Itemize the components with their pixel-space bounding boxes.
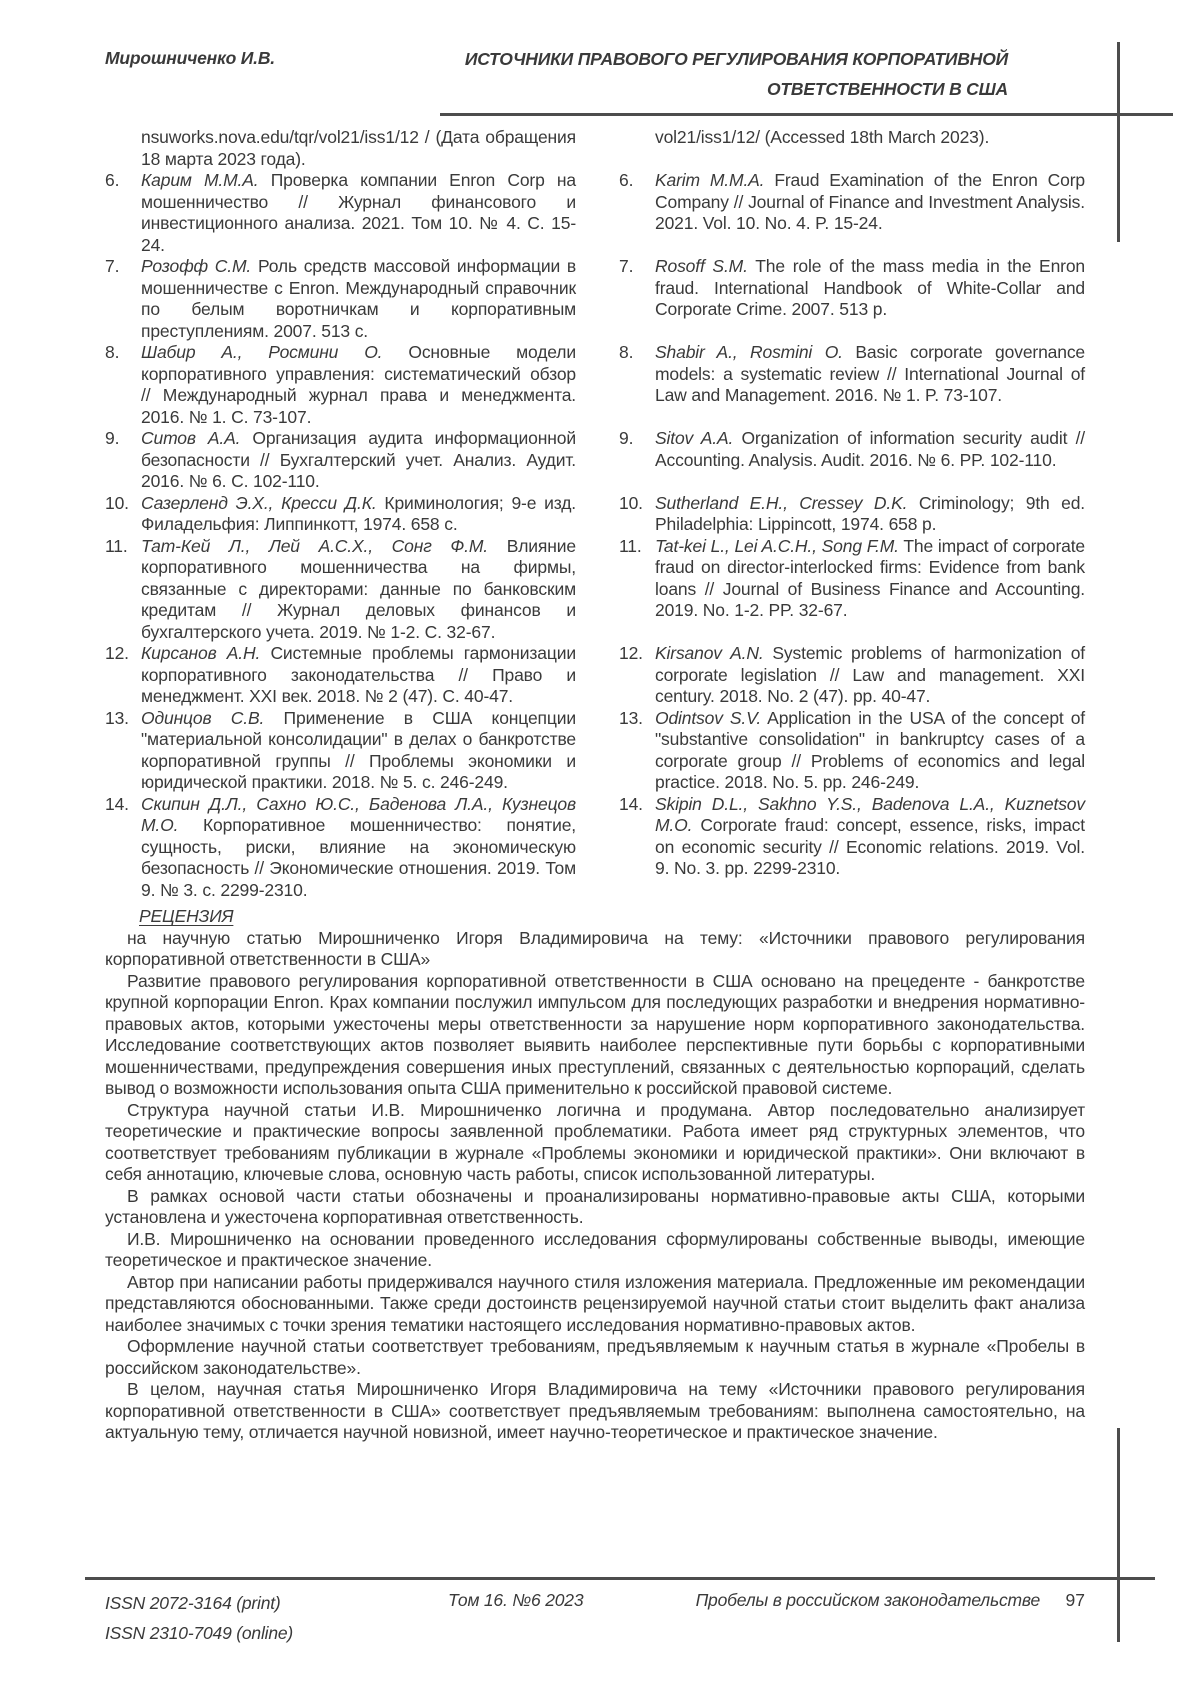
ref-number-ru: 13. (105, 707, 129, 728)
review-paragraph: В рамках основой части статьи обозначены и проанализированы нормативно-правовые акты США, которыми установлена и ужесточена корпоративная ответственность. (105, 1185, 1085, 1227)
header-title-line2: ОТВЕТСТВЕННОСТИ В США (767, 79, 1008, 99)
ref-authors-ru: Шабир А., Росмини О. (141, 342, 383, 362)
ref-entry-ru: Сазерленд Э.Х., Кресси Д.К. Криминология; 9-е изд. Филадельфия: Липпинкотт, 1974. 658 с. (141, 492, 577, 534)
ref-authors-ru: Розофф С.М. (141, 256, 252, 276)
review-paragraph: В целом, научная статья Мирошниченко Игоря Владимировича на тему «Источники правового регулирования корпоративной ответственности в США» соответствует предъявляемым требованиям: выполнена самостоятельно, на актуальную тему, отличается научной новизной, имеет научно-теоретическое и практическое значение. (105, 1379, 1085, 1442)
ref-number-en: 13. (619, 707, 643, 728)
ref-number-ru: 6. (105, 170, 120, 190)
footer-page-number: 97 (1065, 1590, 1085, 1610)
review-section (105, 906, 1085, 1444)
ref-number-en: 11. (619, 535, 642, 556)
ref-number-ru: 12. (105, 643, 129, 663)
ref-entry-ru: Шабир А., Росмини О. Основные модели корпоративного управления: систематический обзор // Международный журнал права и менеджмента. 2016. № 1. С. 73-107. (141, 342, 576, 427)
ref-authors-en: Tat-kei L., Lei A.C.H., Song F.M. (655, 535, 899, 556)
column-gutter (576, 127, 619, 170)
review-paragraph: Оформление научной статьи соответствует требованиям, предъявляемым к научным статья в журнале «Пробелы в российском законодательстве». (105, 1336, 1085, 1378)
footer-journal-title: Пробелы в российском законодательстве (695, 1590, 1040, 1610)
column-gutter (576, 536, 619, 644)
ref-number-en: 14. (619, 793, 643, 814)
ref-authors-ru: Кирсанов А.Н. (141, 643, 261, 663)
ref-authors-en: Karim M.M.A. (655, 170, 765, 190)
right-vertical-rule-top (1117, 42, 1120, 242)
ref-entry-en: Shabir A., Rosmini O. Basic corporate governance models: a systematic review // International Journal of Law and Management. 2016. № 1. P. 73-107. (655, 342, 1086, 405)
column-gutter (576, 428, 619, 493)
footer-volume: Том 16. №6 2023 (448, 1590, 584, 1610)
column-gutter (576, 708, 619, 794)
ref-authors-en: Odintsov S.V. (655, 707, 762, 728)
ref-authors-ru: Скипин Д.Л., Сахно Ю.С., Баденова Л.А., Кузнецов М.О. (141, 793, 576, 835)
footer-issn-print: ISSN 2072-3164 (print) (105, 1593, 281, 1613)
ref-number-en: 10. (619, 492, 643, 513)
ref-authors-en: Sitov A.A. (655, 428, 734, 448)
ref-authors-ru: Ситов А.А. (141, 428, 241, 448)
ref-entry-en: Kirsanov A.N. Systemic problems of harmonization of corporate legislation // Law and management. XXI century. 2018. No. 2 (47). pp. 40-47. (655, 643, 1085, 706)
ref-number-en (619, 127, 655, 170)
ref-number-ru: 7. (105, 256, 120, 276)
header-rule (440, 113, 1173, 116)
ref-entry-ru: Скипин Д.Л., Сахно Ю.С., Баденова Л.А., Кузнецов М.О. Корпоративное мошенничество: понятие, сущность, риски, влияние на экономическую безопасность // Экономические отношения. 2019. Том 9. № 3. с. 2299-2310. (141, 793, 576, 900)
ref-authors-ru: Карим М.М.А. (141, 170, 259, 190)
ref-entry-ru: Карим М.М.А. Проверка компании Enron Corp на мошенничество // Журнал финансового и инвестиционного анализа. 2021. Том 10. № 4. С. 15-24. (141, 170, 576, 255)
footer-issn (105, 1588, 293, 1648)
ref-entry-ru: Ситов А.А. Организация аудита информационной безопасности // Бухгалтерский учет. Анализ. Аудит. 2016. № 6. С. 102-110. (141, 428, 576, 491)
ref-entry-en: Sutherland E.H., Cressey D.K. Criminology; 9th ed. Philadelphia: Lippincott, 1974. 658 p. (655, 492, 1085, 534)
ref-entry-en: vol21/iss1/12/ (Accessed 18th March 2023). (655, 127, 990, 147)
review-paragraph: Автор при написании работы придерживался научного стиля изложения материала. Предложенные им рекомендации представляются обоснованными. Также среди достоинств рецензируемой научной статьи стоит выделить факт анализа наиболее значимых с точки зрения тематики настоящего исследования нормативно-правовых актов. (105, 1271, 1085, 1335)
ref-number-ru: 10. (105, 492, 129, 513)
ref-number-en: 12. (619, 643, 643, 663)
column-gutter (576, 493, 619, 536)
references-grid (105, 127, 1085, 901)
ref-entry-en: Karim M.M.A. Fraud Examination of the Enron Corp Company // Journal of Finance and Investment Analysis. 2021. Vol. 10. No. 4. P. 15-24. (655, 170, 1085, 233)
ref-entry-ru: Тат-Кей Л., Лей А.С.Х., Сонг Ф.М. Влияние корпоративного мошенничества на фирмы, связанные с директорами: данные по банковским кредитам // Журнал деловых финансов и бухгалтерского учета. 2019. № 1-2. С. 32-67. (141, 535, 576, 642)
review-paragraph: И.В. Мирошниченко на основании проведенного исследования сформулированы собственные выводы, имеющие теоретическое и практическое значение. (105, 1228, 1085, 1270)
ref-number-en: 6. (619, 170, 634, 190)
column-gutter (576, 342, 619, 428)
ref-authors-ru: Одинцов С.В. (141, 707, 265, 728)
ref-authors-en: Sutherland E.H., Cressey D.K. (655, 492, 908, 513)
review-paragraph: Развитие правового регулирования корпоративной ответственности в США основано на прецеденте - банкротстве крупной корпорации Enron. Крах компании послужил импульсом для последующих разработки и внедрения нормативно-правовых актов, которыми ужесточены меры ответственности за нарушение норм корпоративного законодательства. Исследование соответствующих актов позволяет выявить наиболее перспективные пути борьбы с корпоративными мошенничествами, предупреждения совершения иных преступлений, связанных с деятельностью корпораций, сделать вывод о возможности использования опыта США применительно к российской правовой системе. (105, 970, 1085, 1098)
column-gutter (576, 170, 619, 256)
ref-number-ru: 8. (105, 342, 120, 362)
ref-entry-en: Odintsov S.V. Application in the USA of the concept of "substantive consolidation" in bankruptcy cases of a corporate group // Problems of economics and legal practice. 2018. No. 5. pp. 246-249. (655, 707, 1085, 792)
ref-entry-ru: Розофф С.М. Роль средств массовой информации в мошенничестве с Enron. Международный справочник по белым воротничкам и корпоративным преступлениям. 2007. 513 с. (141, 256, 577, 341)
header-title-line1: ИСТОЧНИКИ ПРАВОВОГО РЕГУЛИРОВАНИЯ КОРПОРАТИВНОЙ (464, 49, 1008, 69)
ref-authors-ru: Тат-Кей Л., Лей А.С.Х., Сонг Ф.М. (141, 535, 489, 556)
ref-entry-ru: Одинцов С.В. Применение в США концепции "материальной консолидации" в делах о банкротстве корпоративной группы // Проблемы экономики и юридической практики. 2018. № 5. с. 246-249. (141, 707, 576, 792)
column-gutter (576, 794, 619, 902)
review-paragraphs (105, 971, 1085, 1444)
review-subtitle: на научную статью Мирошниченко Игоря Владимировича на тему: «Источники правового регулирования корпоративной ответственности в США» (105, 927, 1085, 969)
column-gutter (576, 643, 619, 708)
ref-number-ru: 9. (105, 428, 120, 448)
ref-entry-en: Rosoff S.M. The role of the mass media in the Enron fraud. International Handbook of White-Collar and Corporate Crime. 2007. 513 p. (655, 256, 1085, 319)
ref-entry-en: Sitov A.A. Organization of information security audit // Accounting. Analysis. Audit. 2016. № 6. PP. 102-110. (655, 428, 1086, 470)
ref-authors-en: Rosoff S.M. (655, 256, 748, 276)
review-paragraph: Структура научной статьи И.В. Мирошниченко логична и продумана. Автор последовательно анализирует теоретические и практические вопросы заявленной проблематики. Работа имеет ряд структурных элементов, что соответствует требованиям публикации в журнале «Проблемы экономики и юридической практики». Они включают в себя аннотацию, ключевые слова, основную часть работы, список использованной литературы. (105, 1099, 1085, 1184)
column-gutter (576, 256, 619, 342)
ref-number-ru: 11. (105, 535, 128, 556)
ref-entry-ru: nsuworks.nova.edu/tqr/vol21/iss1/12 / (Дата обращения 18 марта 2023 года). (141, 127, 576, 169)
footer-issn-online: ISSN 2310-7049 (online) (105, 1623, 294, 1643)
ref-authors-en: Skipin D.L., Sakhno Y.S., Badenova L.A., Kuznetsov M.O. (655, 793, 1085, 835)
ref-number-en: 7. (619, 256, 634, 276)
ref-entry-ru: Кирсанов А.Н. Системные проблемы гармонизации корпоративного законодательства // Право и менеджмент. XXI век. 2018. № 2 (47). С. 40-47. (141, 643, 576, 706)
footer-rule (85, 1577, 1155, 1580)
ref-authors-ru: Сазерленд Э.Х., Кресси Д.К. (141, 492, 377, 513)
right-vertical-rule-bottom (1117, 1428, 1120, 1642)
header-article-title (408, 44, 1008, 104)
ref-authors-en: Kirsanov A.N. (655, 643, 764, 663)
review-heading: РЕЦЕНЗИЯ (139, 906, 234, 926)
ref-number-ru: 14. (105, 793, 129, 814)
header-author: Мирошниченко И.В. (105, 48, 275, 68)
ref-authors-en: Shabir A., Rosmini O. (655, 342, 843, 362)
ref-entry-en: Skipin D.L., Sakhno Y.S., Badenova L.A., Kuznetsov M.O. Corporate fraud: concept, essence, risks, impact on economic security // Economic relations. 2019. Vol. 9. No. 3. pp. 2299-2310. (655, 793, 1085, 878)
ref-number-ru (105, 127, 141, 170)
ref-number-en: 9. (619, 428, 634, 448)
ref-entry-en: Tat-kei L., Lei A.C.H., Song F.M. The impact of corporate fraud on director-interlocked firms: Evidence from bank loans // Journal of Business Finance and Accounting. 2019. No. 1-2. PP. 32-67. (655, 535, 1085, 620)
ref-number-en: 8. (619, 342, 634, 362)
